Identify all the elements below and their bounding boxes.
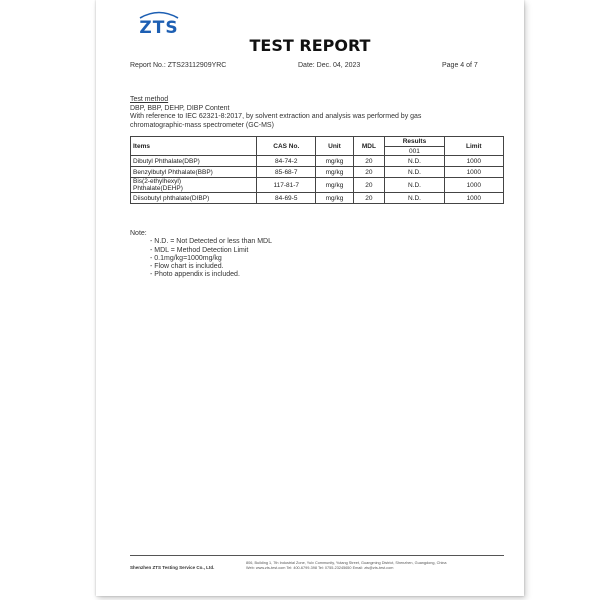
cell-unit: mg/kg [316,178,353,193]
note-text: Photo appendix is included. [154,271,240,279]
col-header-cas: CAS No. [257,137,316,156]
logo-text: ZTS [139,18,179,38]
table-row [131,156,504,167]
test-method-section [130,96,421,130]
report-number: Report No.: ZTS23112909YRC [130,62,227,69]
cell-unit: mg/kg [316,193,353,204]
test-method-line: DBP, BBP, DEHP, DIBP Content [130,104,230,112]
table-row [131,167,504,178]
col-header-results: Results [385,137,444,147]
cell-mdl: 20 [353,193,385,204]
cell-limit: 1000 [444,193,503,204]
col-header-items: Items [131,137,257,156]
cell-mdl: 20 [353,178,385,193]
cell-cas: 85-68-7 [257,167,316,178]
notes-label: Note: [130,230,147,237]
results-table [130,136,504,204]
cell-unit: mg/kg [316,156,353,167]
cell-result: N.D. [385,156,444,167]
cell-item [131,178,257,193]
note-item: - MDL = Method Detection Limit [150,246,249,254]
cell-item-line: Phthalate(DEHP) [133,185,183,192]
page-title: TEST REPORT [249,36,371,55]
cell-unit: mg/kg [316,167,353,178]
table-row [131,178,504,193]
table-header-row [131,137,504,147]
test-method-line: With reference to IEC 62321-8:2017, by solvent extraction and analysis was performed by gas [130,113,422,120]
test-method-line: chromatographic-mass spectrometer (GC-MS) [130,121,274,129]
cell-item: Dibutyl Phthalate(DBP) [131,156,257,167]
test-method-heading: Test method [130,96,169,103]
footer-divider [130,555,504,556]
page-number: Page 4 of 7 [442,62,478,69]
table-row [131,193,504,204]
footer-address-line: 806, Building 1, 7th Industrial Zone, Yulv Community, Yutang Street, Guangming District, Shenzhen, Guangdong, China [246,561,447,565]
cell-item: Diisobutyl phthalate(DIBP) [131,193,257,204]
footer-company: Shenzhen ZTS Testing Service Co., Ltd. [130,565,215,570]
cell-cas: 84-74-2 [257,156,316,167]
cell-cas: 84-69-5 [257,193,316,204]
note-item: - N.D. = Not Detected or less than MDL [150,238,272,246]
note-item: - Photo appendix is included. [150,271,240,279]
cell-result: N.D. [385,193,444,204]
notes-section [130,230,272,280]
cell-result: N.D. [385,178,444,193]
note-text: Flow chart is included. [154,263,224,271]
note-text: MDL = Method Detection Limit [154,246,249,254]
cell-result: N.D. [385,167,444,178]
cell-mdl: 20 [353,156,385,167]
col-header-unit: Unit [316,137,353,156]
results-sample-id: 001 [385,147,444,156]
note-item: - Flow chart is included. [150,263,224,271]
note-text: N.D. = Not Detected or less than MDL [154,238,272,246]
report-date: Date: Dec. 04, 2023 [298,62,361,69]
cell-item-line: Bis(2-ethylhexyl) [133,178,182,185]
cell-mdl: 20 [353,167,385,178]
footer-address [246,561,506,571]
note-item: - 0.1mg/kg=1000mg/kg [150,254,222,262]
cell-item: Benzylbutyl Phthalate(BBP) [131,167,257,178]
cell-cas: 117-81-7 [257,178,316,193]
cell-limit: 1000 [444,156,503,167]
col-header-limit: Limit [444,137,503,156]
report-page [96,0,524,596]
cell-limit: 1000 [444,167,503,178]
note-text: 0.1mg/kg=1000mg/kg [154,254,222,262]
col-header-mdl: MDL [353,137,385,156]
cell-limit: 1000 [444,178,503,193]
footer-contacts-line: Web: www.zts-test.com Tel: 400-6799-398 Tel: 0755-23245650 Email: zts@zts-test.com [246,566,394,570]
